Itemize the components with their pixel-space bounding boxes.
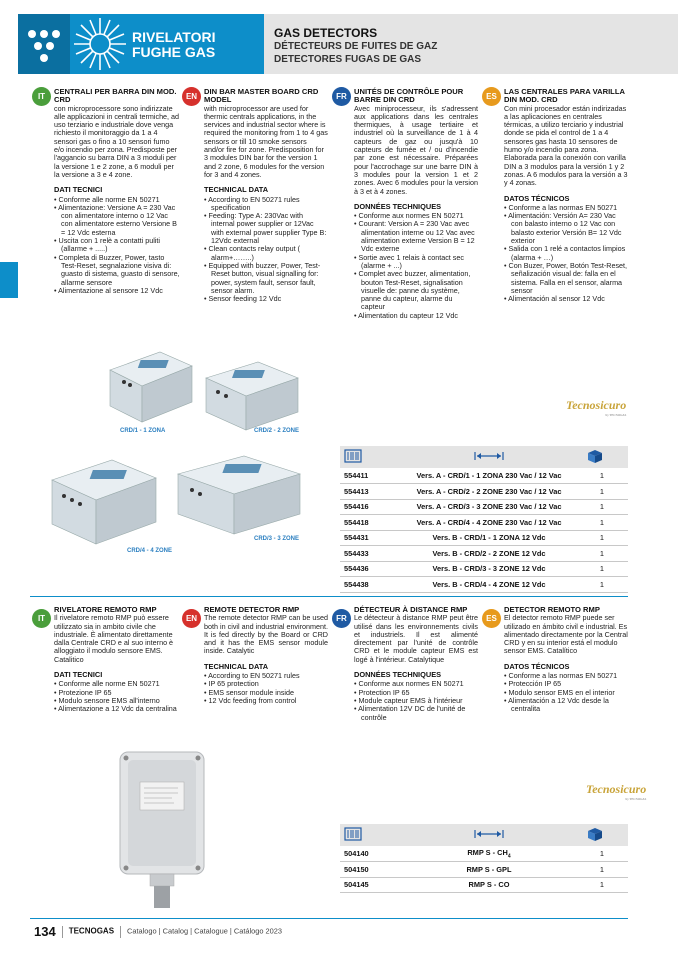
product-description: Vers. B - CRD/3 - 3 ZONE 12 Vdc (400, 561, 578, 577)
product-description: Vers. B - CRD/2 - 2 ZONE 12 Vdc (400, 546, 578, 562)
lang-badge-it: IT (32, 87, 51, 106)
section2-en-tech-title: TECHNICAL DATA (204, 661, 269, 671)
footer-catalog-text: Catalogo | Catalog | Catalogue | Catálogo 2023 (127, 926, 282, 936)
product-quantity: 1 (578, 468, 628, 484)
table-row (340, 530, 628, 546)
lang-badge-fr: FR (332, 87, 351, 106)
dimension-icon (473, 828, 505, 840)
product-code-table-rmp (340, 824, 628, 893)
section1-it-body: con microprocessore sono indirizzate alle applicazioni in centrali termiche, ad uso terziario e industriale dove venga richiesto il monitoraggio da 1 a 4 sensori gas o fino a 10 sensori fumo e/o incendio per zona. Predisposte per l'aggancio su barra DIN a 3 moduli per la versione 1 e 2 zone, a 6 moduli per la versione a 3 e 4 zone. (54, 103, 180, 179)
table-row (340, 499, 628, 515)
section2-it-tech-list: • Conforme alle norme EN 50271 • Protezione IP 65 • Modulo sensore EMS all'interno • Alimentazione a 12 Vdc da centralina (54, 680, 180, 713)
footer-divider (30, 918, 628, 919)
lang-badge-en-2: EN (182, 609, 201, 628)
table-row (340, 877, 628, 893)
section1-fr-tech-list: • Conforme aux normes EN 50271 • Courant: Version A = 230 Vac avec alimentation interne ou 12 Vac avec alimentation externe Version B = 12 Vdc externe • Sortie avec 1 relais à contact sec (alarme + ...) • Complet avec buzzer, alimentation, bouton Test-Reset, signalisation visuelle de: panne du système, panne du capteur, alarme du capteur • Alimentation du capteur 12 Vdc (354, 212, 478, 320)
section1-es-title: LAS CENTRALES PARA VARILLA DIN MOD. CRD (504, 87, 625, 105)
header-title: RIVELATORI FUGHE GAS (132, 29, 216, 60)
section1-es-tech-title: DATOS TÉCNICOS (504, 193, 570, 203)
section2-en-tech-list: • According to EN 50271 rules • IP 65 protection • EMS sensor module inside • 12 Vdc feeding from control (204, 672, 328, 705)
section2-fr-tech-list: • Conforme aux normes EN 50271 • Protection IP 65 • Module capteur EMS à l'intérieur • Alimentation 12V DC de l'unité de contrôle (354, 680, 478, 721)
section2-it-tech-title: DATI TECNICI (54, 670, 103, 680)
product-label-crd4: CRD/4 - 4 ZONE (127, 548, 173, 554)
header-right-title: GAS DETECTORS (274, 26, 378, 40)
table-row (340, 484, 628, 500)
section1-es-tech-list: • Conforme a las normas EN 50271 • Alimentación: Versión A= 230 Vac con balasto interno o 12 Vac con balasto exterior Versión B= 12 Vdc exterior • Salida con 1 relé a contactos limpios (alarma + …) • Con Buzer, Power, Botón Test-Reset, señalización visual de: falla en el sistema. Falla en el sensor, alarma sensor • Alimentación al sensor 12 Vdc (504, 204, 628, 304)
section1-en-tech-list: • According to EN 50271 rules specification • Feeding: Type A: 230Vac with internal power supplier or 12Vac with external power supplier Type B: 12Vdc external • Clean contacts relay output ( alarm+……..) • Equipped with buzzer, Power, Test-Reset button, visual signalling for: power, system fault, sensor fault, sensor alarm. • Sensor feeding 12 Vdc (204, 196, 328, 304)
product-description: Vers. A - CRD/1 - 1 ZONA 230 Vac / 12 Vac (400, 468, 578, 484)
product-code: 504140 (340, 846, 400, 862)
product-quantity: 1 (578, 846, 628, 862)
section2-fr-body: Le détecteur à distance RMP peut être utilisé dans les environnements civils et industriels. Il est alimenté directement par l'unité de contrôle CRD et le module capteur EMS est logé à l'intérieur. Catalytique (354, 613, 478, 664)
product-description: Vers. A - CRD/2 - 2 ZONE 230 Vac / 12 Vac (400, 484, 578, 500)
product-code: 554416 (340, 499, 400, 515)
product-code: 554431 (340, 530, 400, 546)
section2-es-body: El detector remoto RMP puede ser utilizado en ámbito civil e industrial. Es alimentado directamente por la Central CRD y en su interior está el modulo sensor EMS. Catalítico (504, 613, 628, 656)
section1-it-title: CENTRALI PER BARRA DIN MOD. CRD (54, 87, 177, 105)
product-description: RMP S - $CH_4$ (400, 846, 578, 862)
section2-es-column (504, 606, 628, 714)
section1-fr-column (354, 88, 478, 320)
section2-it-body: Il rivelatore remoto RMP può essere utilizzato sia in ambito civile che industriale. È alimentato direttamente dalla Centrale CRD e al suo interno è alloggiato il modulo sensore EMS. Catalitico (54, 613, 174, 664)
package-quantity-icon (586, 826, 604, 842)
section1-en-tech-title: TECHNICAL DATA (204, 185, 269, 195)
header-subtitle-es: DETECTORES FUGAS DE GAS (274, 54, 422, 65)
product-quantity: 1 (578, 499, 628, 515)
section2-fr-column (354, 606, 478, 722)
product-image-crd3 (174, 452, 304, 538)
product-image-crd2 (200, 356, 304, 436)
product-description: Vers. A - CRD/4 - 4 ZONE 230 Vac / 12 Vac (400, 515, 578, 531)
lang-badge-it-2: IT (32, 609, 51, 628)
product-code-table-crd (340, 446, 628, 593)
product-quantity: 1 (578, 546, 628, 562)
page-number: 134 (34, 924, 56, 939)
section2-es-tech-title: DATOS TÉCNICOS (504, 661, 570, 671)
page-footer (34, 924, 282, 939)
table-row (340, 468, 628, 484)
product-quantity: 1 (578, 484, 628, 500)
product-code: 554418 (340, 515, 400, 531)
header-subtitle-fr: DÉTECTEURS DE FUITES DE GAZ (274, 41, 438, 52)
table-row (340, 561, 628, 577)
tecnosicuro-brand-logo: Tecnosicuro by TECNOGAS (566, 398, 627, 417)
product-label-crd1: CRD/1 - 1 ZONA (120, 428, 166, 434)
header-right-band (264, 14, 678, 74)
product-image-rmp-detector (116, 748, 208, 912)
product-description: RMP S - GPL (400, 862, 578, 878)
tecnosicuro-brand-logo-2: Tecnosicuro by TECNOGAS (586, 782, 647, 801)
side-section-tab (0, 262, 18, 298)
section2-es-tech-list: • Conforme a las normas EN 50271 • Protección IP 65 • Modulo sensor EMS en el interior • Alimentación a 12 Vdc desde la centralita (504, 672, 628, 713)
table-row (340, 577, 628, 593)
dimension-icon (473, 450, 505, 462)
section2-fr-tech-title: DONNÉES TECHNIQUES (354, 670, 442, 680)
section2-en-column (204, 606, 328, 705)
product-code: 554413 (340, 484, 400, 500)
section1-es-body: Con mini procesador están indirizadas a las aplicaciones en centrales térmicas, a utilizo terciario y industrial donde se pida el control de 1 a 4 sensores gas hasta 10 sensores de humo y/o incendio para zona. Elaborada para la conexión con varilla DIN a 3 modulos para la versión 1 y 2 zonas. A 6 modulos para la versión a 3 y 4 zonas. (504, 103, 628, 188)
lang-badge-es: ES (482, 87, 501, 106)
section-divider (30, 596, 628, 597)
section1-fr-tech-title: DONNÉES TECHNIQUES (354, 201, 442, 211)
table-row (340, 515, 628, 531)
product-quantity: 1 (578, 515, 628, 531)
section2-fr-title: DÉTECTEUR À DISTANCE RMP (354, 605, 468, 614)
product-quantity: 1 (578, 561, 628, 577)
package-quantity-icon (586, 448, 604, 464)
page-header (0, 14, 678, 74)
product-image-crd1 (100, 340, 200, 430)
lang-badge-fr-2: FR (332, 609, 351, 628)
product-quantity: 1 (578, 530, 628, 546)
table-header-row (340, 446, 628, 468)
lang-badge-es-2: ES (482, 609, 501, 628)
lang-badge-en: EN (182, 87, 201, 106)
product-image-crd4 (48, 456, 160, 548)
table-header-row-2 (340, 824, 628, 846)
section2-es-title: DETECTOR REMOTO RMP (504, 605, 600, 614)
gas-burst-icon (72, 16, 128, 72)
section1-it-column (54, 88, 180, 295)
product-quantity: 1 (578, 577, 628, 593)
table-row (340, 862, 628, 878)
product-description: Vers. A - CRD/3 - 3 ZONE 230 Vac / 12 Vac (400, 499, 578, 515)
section2-en-body: The remote detector RMP can be used both in civil and industrial environment. It is fed directly by the Board or CRD and it has the EMS sensor module inside. Catalytic (204, 613, 328, 656)
product-description: Vers. B - CRD/1 - 1 ZONA 12 Vdc (400, 530, 578, 546)
section1-it-tech-title: DATI TECNICI (54, 185, 103, 195)
barcode-icon (344, 449, 362, 463)
section1-fr-title: UNITÉS DE CONTRÔLE POUR BARRE DIN CRD (354, 87, 464, 105)
product-description: Vers. B - CRD/4 - 4 ZONE 12 Vdc (400, 577, 578, 593)
section1-en-title: DIN BAR MASTER BOARD CRD MODEL (204, 87, 319, 105)
product-code: 554411 (340, 468, 400, 484)
product-code: 504145 (340, 877, 400, 893)
table-row (340, 546, 628, 562)
product-label-crd2: CRD/2 - 2 ZONE (254, 428, 300, 434)
product-quantity: 1 (578, 862, 628, 878)
brand-logo (18, 14, 70, 74)
product-code: 554433 (340, 546, 400, 562)
section1-it-tech-list: • Conforme alle norme EN 50271 • Alimentazione: Versione A = 230 Vac con alimentatore interno o 12 Vac con alimentatore esterno Versione B = 12 Vdc esterna • Uscita con 1 relè a contatti puliti (allarme + .....) • Completa di Buzzer, Power, tasto Test-Reset, segnalazione visiva di: guasto di sistema, guasto di sensore, allarme sensore • Alimentazione al sensore 12 Vdc (54, 196, 180, 296)
product-code: 554438 (340, 577, 400, 593)
footer-brand: TECNOGAS (68, 926, 115, 936)
section2-it-title: RIVELATORE REMOTO RMP (54, 605, 157, 614)
product-description: RMP S - CO (400, 877, 578, 893)
section1-es-column (504, 88, 628, 303)
product-code: 504150 (340, 862, 400, 878)
section2-en-title: REMOTE DETECTOR RMP (204, 605, 300, 614)
product-label-crd3: CRD/3 - 3 ZONE (254, 536, 300, 542)
barcode-icon (344, 827, 362, 841)
section2-it-column (54, 606, 180, 714)
table-row (340, 846, 628, 862)
section1-fr-body: Avec miniprocesseur, ils s'adressent aux applications dans les centrales thermiques, à usage tertiaire et industriel où la surveillance de 1 à 4 capteurs de gaz ou jusqu'à 10 capteurs de fumée et / ou d'incendie par zone est nécessaire. Préparées pour l'accrochage sur une barre DIN à 3 modules pour la version 1 et 2 zones. Avec 6 modules pour la version à 3 et à 4 zones. (354, 103, 478, 196)
section1-en-column (204, 88, 328, 303)
product-quantity: 1 (578, 877, 628, 893)
section1-en-body: with microprocessor are used for thermic centrals applications, in the services and industrial sector where is required the monitoring from 1 to 4 gas sensors or till 10 smoke sensors and/or fire for zone. Predisposition for 3 modules DIN bar for the version 1 and 2 zone, 6 modules for the version for 3 and 4 zones. (204, 103, 328, 179)
product-code: 554436 (340, 561, 400, 577)
